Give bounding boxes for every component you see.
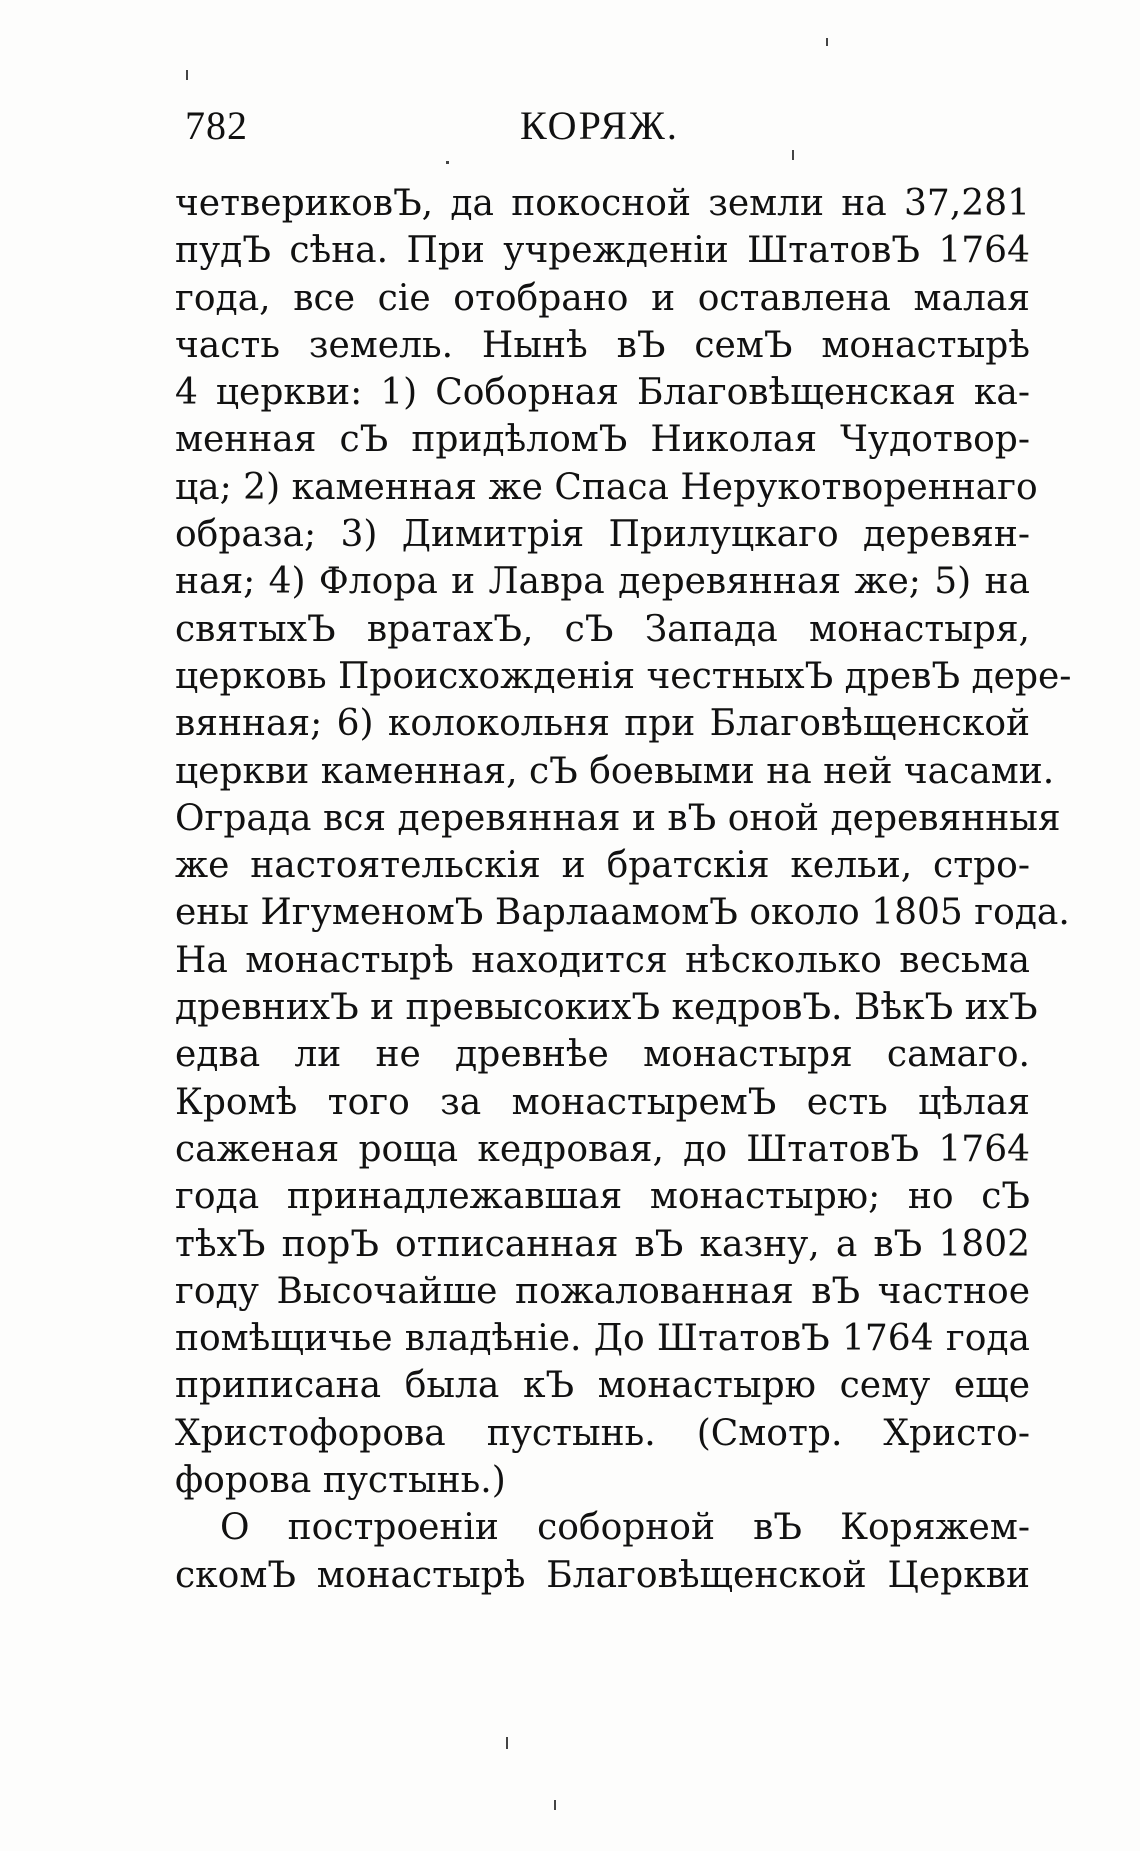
text-line: приписана была кЪ монастырю сему еще [175, 1365, 1030, 1407]
text-line: древнихЪ и превысокихЪ кедровЪ. ВѣкЪ ихЪ [175, 987, 1038, 1029]
text-line: церкви каменная, сЪ боевыми на ней часами. [175, 750, 1055, 792]
page-header [0, 96, 1140, 156]
text-line: года, все сіе отобрано и оставлена малая [175, 277, 1030, 319]
text-line: образа; 3) Димитрія Прилуцкаго деревян- [175, 514, 1030, 556]
paragraph-start-line: О построеніи соборной вЪ Коряжем- [220, 1507, 1030, 1549]
scan-speck [792, 150, 794, 160]
running-head: КОРЯЖ. [520, 103, 679, 148]
text-line: Ограда вся деревянная и вЪ оной деревянныя [175, 797, 1061, 839]
text-line: Христофорова пустынь. (Смотр. Христо- [175, 1412, 1030, 1454]
text-line: форова пустынь.) [175, 1460, 506, 1502]
scan-speck [186, 70, 188, 80]
scan-speck [554, 1800, 556, 1810]
text-line: Кромѣ того за монастыремЪ есть цѣлая [175, 1081, 1030, 1123]
text-line: четвериковЪ, да покосной земли на 37,281 [175, 183, 1030, 224]
text-line: часть земель. Нынѣ вЪ семЪ монастырѣ [175, 324, 1030, 366]
page-number: 782 [185, 103, 248, 148]
scan-speck [446, 161, 449, 164]
text-line: ная; 4) Флора и Лавра деревянная же; 5) на [175, 561, 1030, 603]
text-line: церковь Происхожденія честныхЪ древЪ дере- [175, 655, 1072, 697]
scan-speck [826, 38, 828, 46]
text-line: года принадлежавшая монастырю; но сЪ [175, 1176, 1030, 1218]
body-text [175, 180, 1072, 1599]
text-line: На монастырѣ находится нѣсколько весьма [175, 939, 1030, 981]
text-line: ца; 2) каменная же Спаса Нерукотвореннаго [175, 466, 1038, 508]
text-line: саженая роща кедровая, до ШтатовЪ 1764 [175, 1128, 1030, 1170]
text-line: вянная; 6) колокольня при Благовѣщенской [175, 703, 1030, 745]
scan-speck [506, 1737, 508, 1749]
text-line: 4 церкви: 1) Соборная Благовѣщенская ка- [175, 372, 1030, 414]
text-line: году Высочайше пожалованная вЪ частное [175, 1270, 1030, 1312]
text-line: тѣхЪ порЪ отписанная вЪ казну, а вЪ 1802 [175, 1223, 1030, 1265]
text-line: помѣщичье владѣніе. До ШтатовЪ 1764 года [175, 1318, 1030, 1360]
text-line: скомЪ монастырѣ Благовѣщенской Церкви [175, 1554, 1030, 1596]
text-line: едва ли не древнѣе монастыря самаго. [175, 1034, 1030, 1076]
text-line: пудЪ сѣна. При учрежденіи ШтатовЪ 1764 [175, 230, 1030, 272]
text-line: святыхЪ вратахЪ, сЪ Запада монастыря, [175, 608, 1030, 650]
text-line: же настоятельскія и братскія кельи, стро- [175, 845, 1030, 887]
text-line: ены ИгуменомЪ ВарлаамомЪ около 1805 года. [175, 892, 1070, 934]
text-line: менная сЪ придѣломЪ Николая Чудотвор- [175, 419, 1030, 461]
